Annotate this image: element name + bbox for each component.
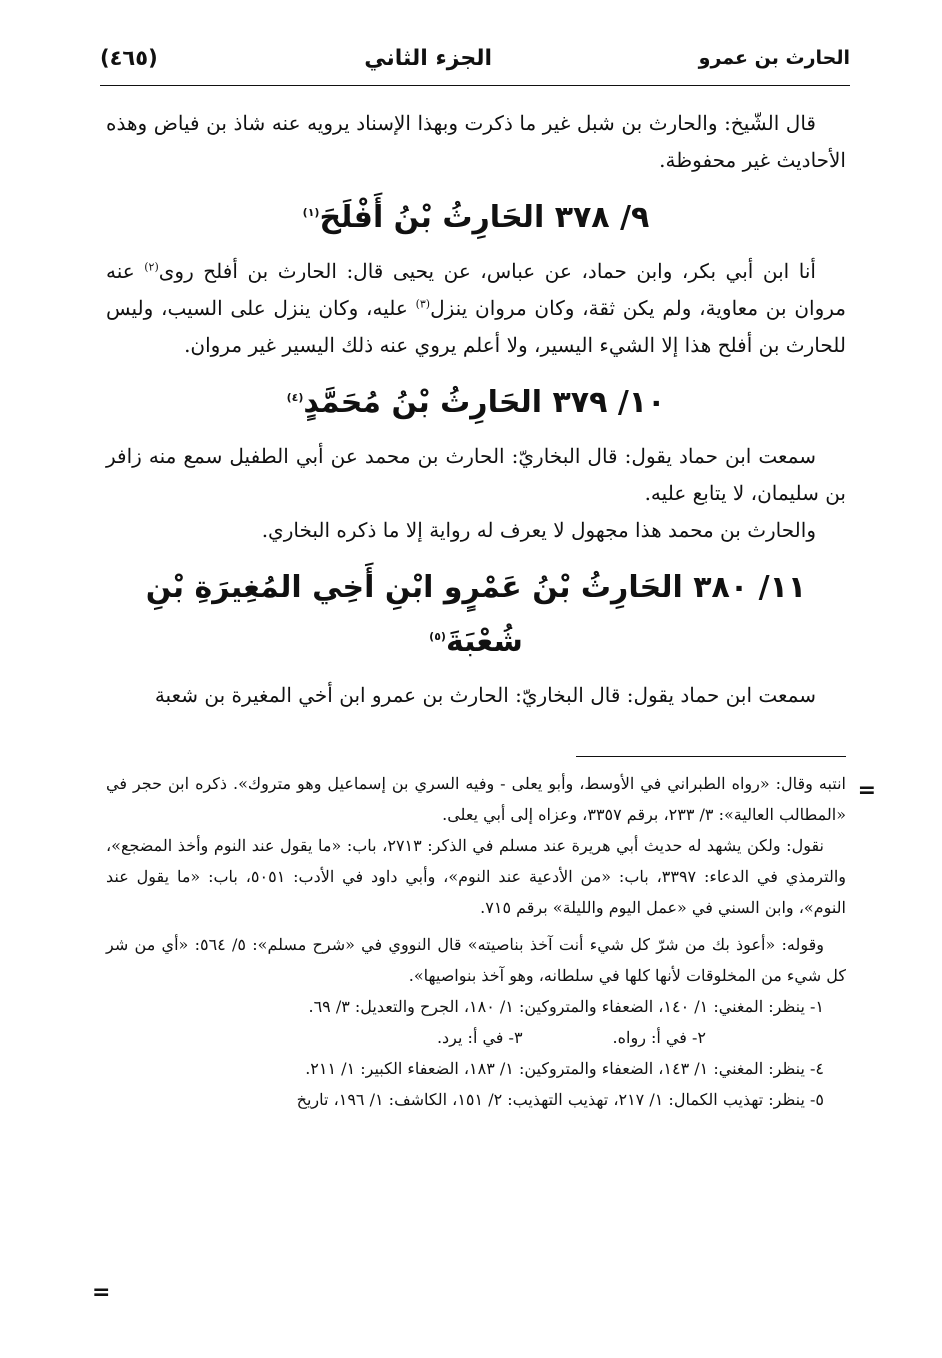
footnote-row-2-3 bbox=[106, 1022, 846, 1053]
footnote-1: ١- ينظر: المغني: ١/ ١٤٠، الضعفاء والمتروكين: ١/ ١٨٠، الجرح والتعديل: ٣/ ٦٩. bbox=[308, 997, 824, 1016]
entry-heading-378-text: ٩/ ٣٧٨ الحَارِثُ بْنُ أَفْلَحَ bbox=[319, 200, 650, 235]
paragraph-3: سمعت ابن حماد يقول: قال البخاريّ: الحارث بن محمد عن أبي الطفيل سمع منه زافر بن سليمان، لا يتابع عليه. bbox=[106, 444, 846, 505]
bottom-continuation-mark: = bbox=[92, 1280, 111, 1305]
footnote-2: ٢- في أ: رواه. bbox=[612, 1028, 706, 1047]
paragraph-2 bbox=[106, 253, 846, 364]
running-name: الحارث بن عمرو bbox=[698, 47, 850, 69]
footnote-4: ٤- ينظر: المغني: ١/ ١٤٣، الضعفاء والمتروكين: ١/ ١٨٣، الضعفاء الكبير: ١/ ٢١١. bbox=[305, 1059, 824, 1078]
entry-heading-380 bbox=[106, 561, 846, 669]
footnote-ref-1: (١) bbox=[302, 206, 320, 219]
footnote-continued: انتبه وقال: «رواه الطبراني في الأوسط، وأبو يعلى - وفيه السري بن إسماعيل وهو متروك». ذكره ابن حجر في «المطالب العالية»: ٣/ ٢٣٣، برقم ٣٣٥٧، وعزاه إلى أبي يعلى. bbox=[106, 774, 846, 824]
page-number: (٤٦٥) bbox=[100, 46, 158, 70]
footnote-ref-3: (٣) bbox=[415, 297, 431, 311]
footnote-ref-4: (٤) bbox=[286, 391, 304, 404]
paragraph-4: والحارث بن محمد هذا مجهول لا يعرف له رواية إلا ما ذكره البخاري. bbox=[261, 518, 816, 542]
entry-heading-379-text: ١٠/ ٣٧٩ الحَارِثُ بْنُ مُحَمَّدٍ bbox=[303, 385, 666, 420]
footnote-nawawi: وقوله: «أعوذ بك من شرّ كل شيء أنت آخذ بناصيته» قال النووي في «شرح مسلم»: ٥/ ٥٦٤: «أي من شر كل شيء من المخلوقات لأنها كلها في سلطانه، وهو آخذ بنواصيها». bbox=[106, 935, 846, 985]
header-rule bbox=[100, 85, 850, 86]
paragraph-2-part-a: أنا ابن أبي بكر، وابن حماد، عن عباس، عن يحيى قال: الحارث بن أفلح روى bbox=[158, 259, 816, 283]
footnote-note: نقول: ولكن يشهد له حديث أبي هريرة عند مسلم في الذكر: ٢٧١٣، باب: «ما يقول عند النوم وأخذ المضجع»، والترمذي في الدعاء: ٣٣٩٧، باب: «من الأدعية عند النوم»، وأبي داود في الأدب: ٥٠٥١، باب: «ما يقول عند النوم»، وابن السني في «عمل اليوم والليلة» برقم ٧١٥. bbox=[106, 836, 846, 917]
part-title: الجزء الثاني bbox=[364, 45, 493, 71]
main-text bbox=[106, 105, 846, 714]
entry-heading-379 bbox=[106, 376, 846, 430]
entry-heading-380-text: ١١/ ٣٨٠ الحَارِثُ بْنُ عَمْرٍو ابْنِ أَخِي المُغِيرَةِ بْنِ شُعْبَةَ bbox=[145, 570, 807, 659]
continuation-mark: = bbox=[857, 778, 876, 803]
footnote-5: ٥- ينظر: تهذيب الكمال: ١/ ٢١٧، تهذيب التهذيب: ٢/ ١٥١، الكاشف: ١/ ١٩٦، تاريخ bbox=[296, 1090, 824, 1109]
paragraph-1: قال الشّيخ: والحارث بن شبل غير ما ذكرت وبهذا الإسناد يرويه عنه شاذ بن فياض وهذه الأحاديث غير محفوظة. bbox=[106, 111, 846, 172]
footnote-ref-2: (٢) bbox=[144, 260, 159, 274]
footnote-ref-5: (٥) bbox=[429, 630, 446, 643]
footnote-3: ٣- في أ: يرد. bbox=[436, 1028, 523, 1047]
running-header bbox=[100, 36, 850, 80]
entry-heading-378 bbox=[106, 191, 846, 245]
paragraph-2-part-c: عليه، وكان ينزل على السيب، وليس للحارث بن أفلح هذا إلا الشيء اليسير، ولا أعلم يروي عنه ذلك اليسير غير مروان. bbox=[106, 296, 846, 357]
footnotes bbox=[106, 768, 846, 1115]
paragraph-2-part-b: عنه مروان بن معاوية، ولم يكن ثقة، وكان مروان ينزل bbox=[106, 259, 846, 320]
paragraph-5: سمعت ابن حماد يقول: قال البخاريّ: الحارث بن عمرو ابن أخي المغيرة بن شعبة bbox=[154, 683, 816, 707]
footnote-separator bbox=[576, 756, 846, 757]
